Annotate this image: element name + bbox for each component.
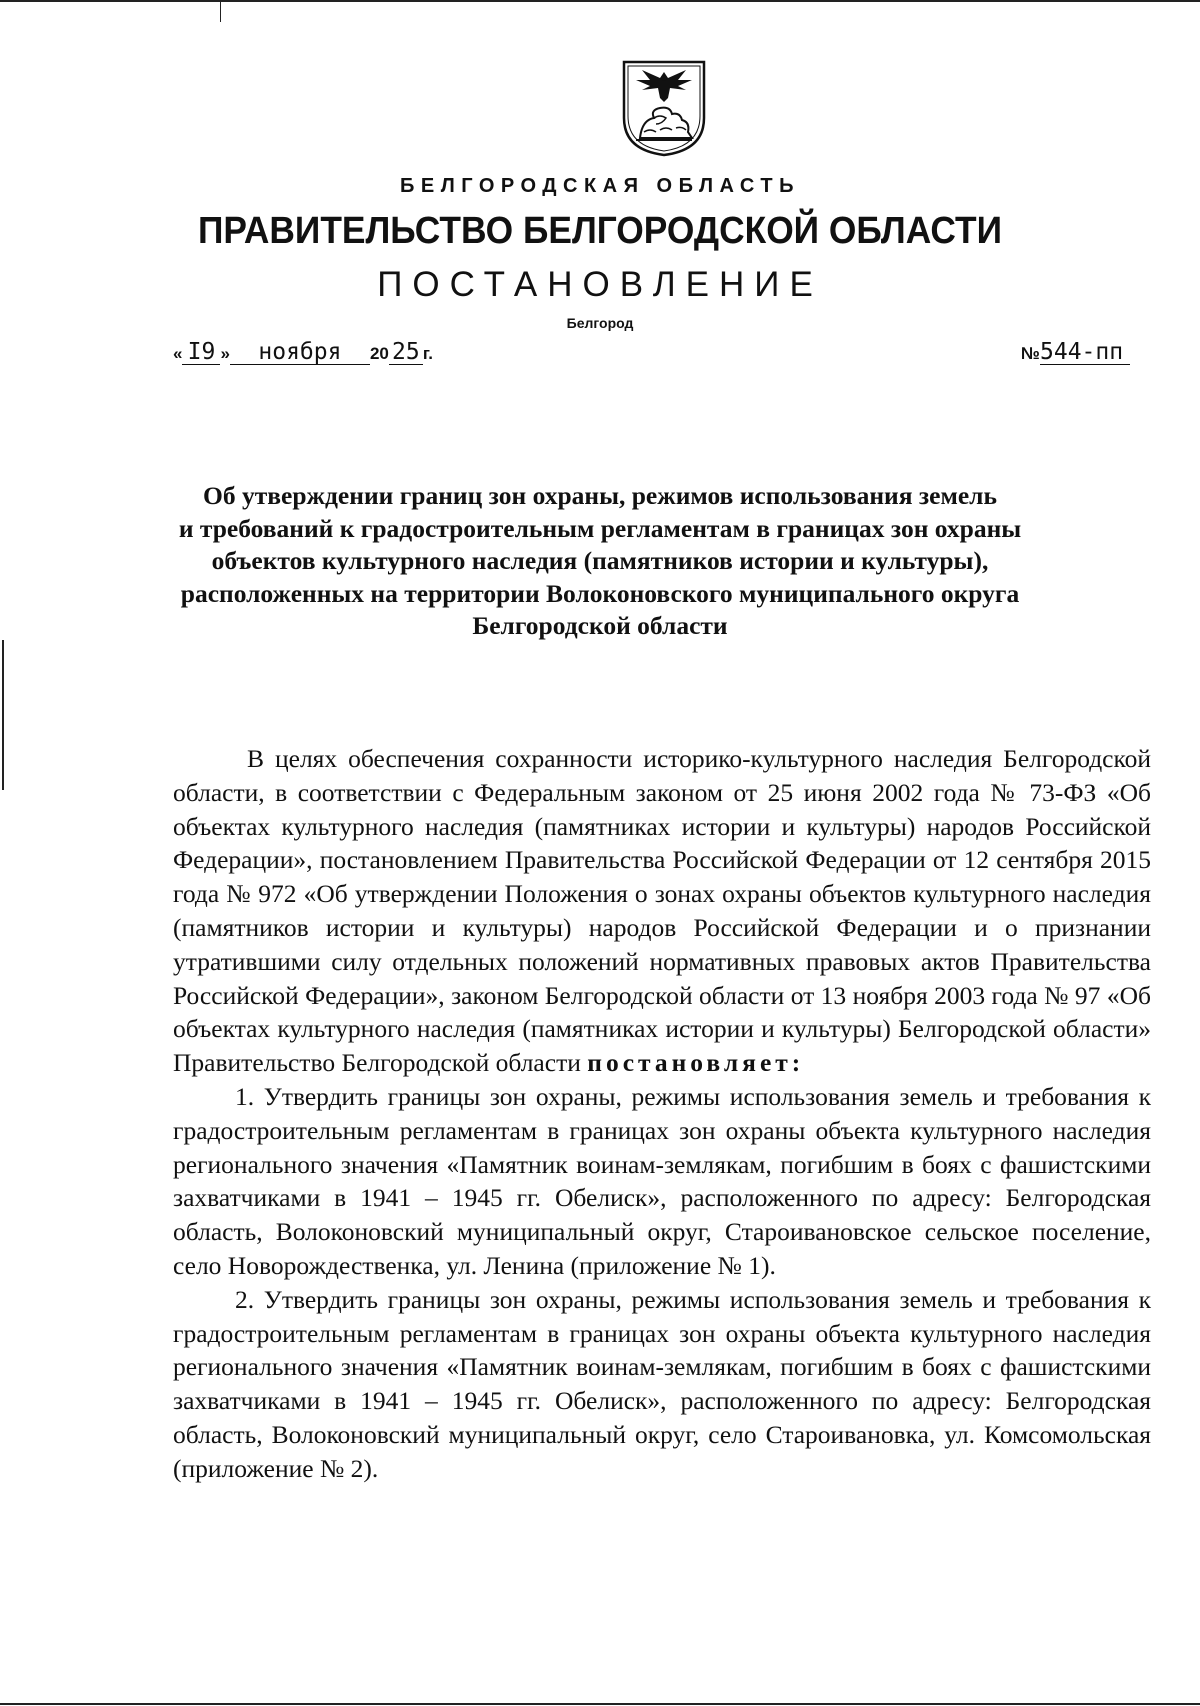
date-year-suffix: г.	[422, 344, 433, 363]
preamble-paragraph	[173, 742, 1151, 1080]
city-label: Белгород	[566, 315, 634, 331]
date-month: ноября	[230, 340, 370, 365]
document-title	[150, 480, 1050, 643]
preamble-text: В целях обеспечения сохранности историко-культурного наследия Белгородской области, в соответствии с Федеральным законом от 25 июня 2002 года № 73-ФЗ «Об объектах культурного наследия (памятниках истории и культуры) народов Российской Федерации», постановлением Правительства Российской Федерации от 12 сентября 2015 года № 972 «Об утверждении Положения о зонах охраны объектов культурного наследия (памятников истории и культуры) народов Российской Федерации и о признании утратившими силу отдельных положений нормативных правовых актов Правительства Российской Федерации», законом Белгородской области от 13 ноября 2003 года № 97 «Об объектах культурного наследия (памятниках истории и культуры) Белгородской области» Правительство Белгородской области	[173, 744, 1151, 1078]
scan-mark-top	[220, 0, 221, 22]
scan-edge-line-bottom	[0, 1703, 1200, 1705]
number-prefix: №	[1021, 344, 1040, 363]
date-day: I9	[182, 340, 220, 365]
title-line: расположенных на территории Волоконовского муниципального округа	[180, 578, 1020, 608]
title-line: Белгородской области	[472, 611, 728, 640]
date-close-quote: »	[220, 344, 230, 363]
date-year-prefix: 20	[369, 344, 389, 363]
title-line: объектов культурного наследия (памятников истории и культуры),	[211, 546, 989, 575]
region-heading: БЕЛГОРОДСКАЯ ОБЛАСТЬ	[400, 175, 800, 197]
document-type-heading: ПОСТАНОВЛЕНИЕ	[377, 265, 823, 304]
title-line: Об утверждении границ зон охраны, режимов использования земель	[203, 481, 997, 510]
resolution-item-2: 2. Утвердить границы зон охраны, режимы использования земель и требования к градостроительным регламентам в границах зон охраны объекта культурного наследия регионального значения «Памятник воинам-землякам, погибшим в боях с фашистскими захватчиками в 1941 – 1945 гг. Обелиск», расположенного по адресу: Белгородская область, Волоконовский муниципальный округ, село Староивановка, ул. Комсомольская (приложение № 2).	[173, 1284, 1151, 1483]
date-year: 25	[389, 340, 423, 365]
resolution-item-1: 1. Утвердить границы зон охраны, режимы использования земель и требования к градостроительным регламентам в границах зон охраны объекта культурного наследия регионального значения «Памятник воинам-землякам, погибшим в боях с фашистскими захватчиками в 1941 – 1945 гг. Обелиск», расположенного по адресу: Белгородская область, Волоконовский муниципальный округ, Староивановское сельское поселение, село Новорождественка, ул. Ленина (приложение № 1).	[173, 1081, 1151, 1280]
date-open-quote: «	[173, 344, 183, 363]
number-value: 544-пп	[1040, 340, 1130, 365]
scan-edge-line-top	[0, 0, 1200, 2]
document-date	[173, 340, 433, 365]
document-body	[173, 742, 1151, 1486]
document-number	[1021, 340, 1130, 365]
resolves-keyword: постановляет:	[587, 1048, 805, 1078]
coat-of-arms-emblem	[620, 58, 708, 158]
government-heading: ПРАВИТЕЛЬСТВО БЕЛГОРОДСКОЙ ОБЛАСТИ	[198, 210, 1002, 252]
title-line: и требований к градостроительным регламентам в границах зон охраны	[178, 513, 1022, 543]
scan-edge-line-left	[2, 640, 4, 790]
